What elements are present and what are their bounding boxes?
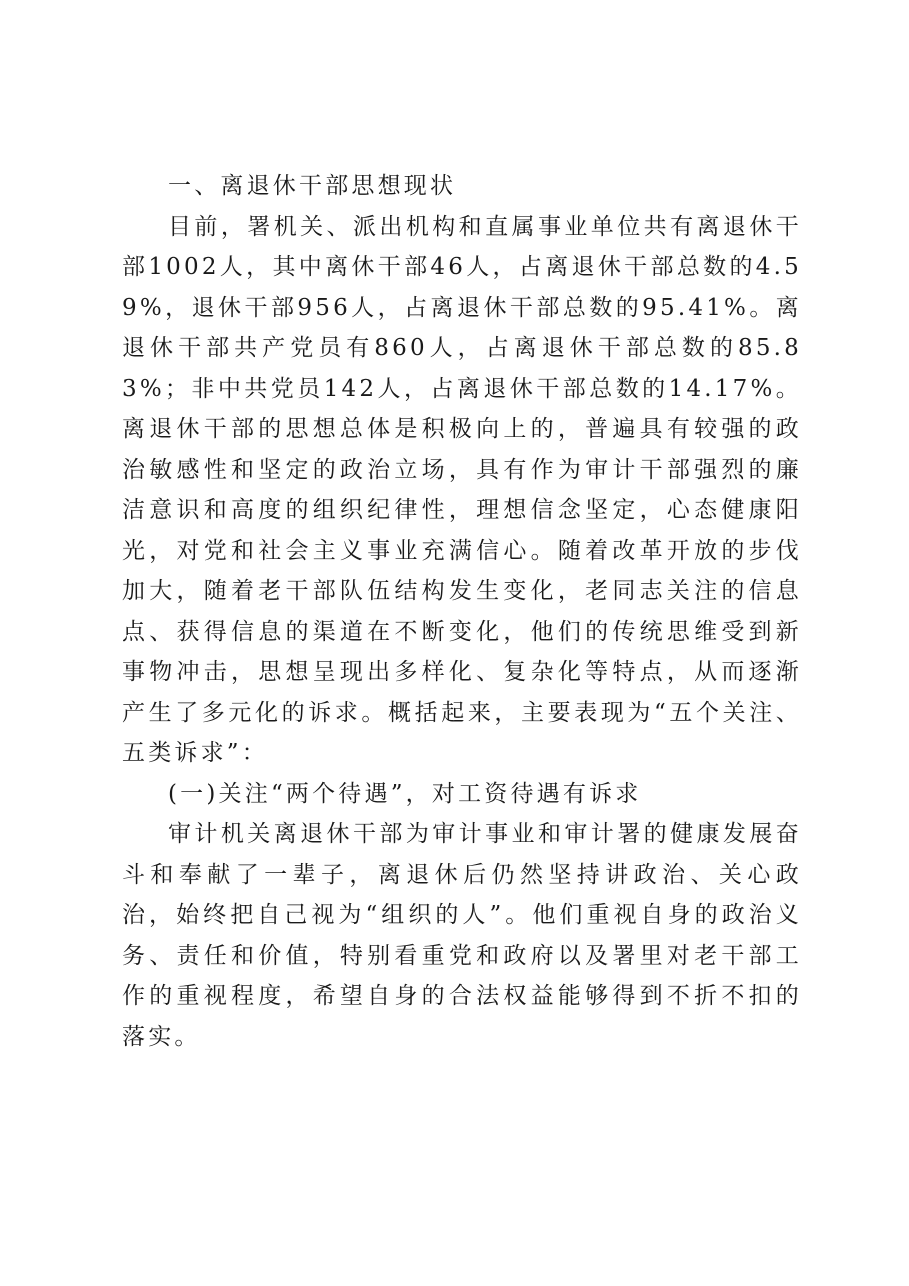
document-body [122,166,802,1057]
paragraph: 审计机关离退休干部为审计事业和审计署的健康发展奋斗和奉献了一辈子，离退休后仍然坚持讲政治、关心政治，始终把自己视为“组织的人”。他们重视自身的政治义务、责任和价值，特别看重党和政府以及署里对老干部工作的重视程度，希望自身的合法权益能够得到不折不扣的落实。 [122,821,802,1050]
subheading: (一)关注“两个待遇”，对工资待遇有诉求 [168,780,642,807]
paragraph: 目前，署机关、派出机构和直属事业单位共有离退休干部1002人，其中离休干部46人，占离退休干部总数的4.59%，退休干部956人，占离退休干部总数的95.41%。离退休干部共产党员有860人，占离退休干部总数的85.83%；非中共党员142人，占离退休干部总数的14.17%。离退休干部的思想总体是积极向上的，普遍具有较强的政治敏感性和坚定的政治立场，具有作为审计干部强烈的廉洁意识和高度的组织纪律性，理想信念坚定，心态健康阳光，对党和社会主义事业充满信心。随着改革开放的步伐加大，随着老干部队伍结构发生变化，老同志关注的信息点、获得信息的渠道在不断变化，他们的传统思维受到新事物冲击，思想呈现出多样化、复杂化等特点，从而逐渐产生了多元化的诉求。概括起来，主要表现为“五个关注、五类诉求”： [122,213,802,766]
section-heading: 一、离退休干部思想现状 [168,173,457,199]
